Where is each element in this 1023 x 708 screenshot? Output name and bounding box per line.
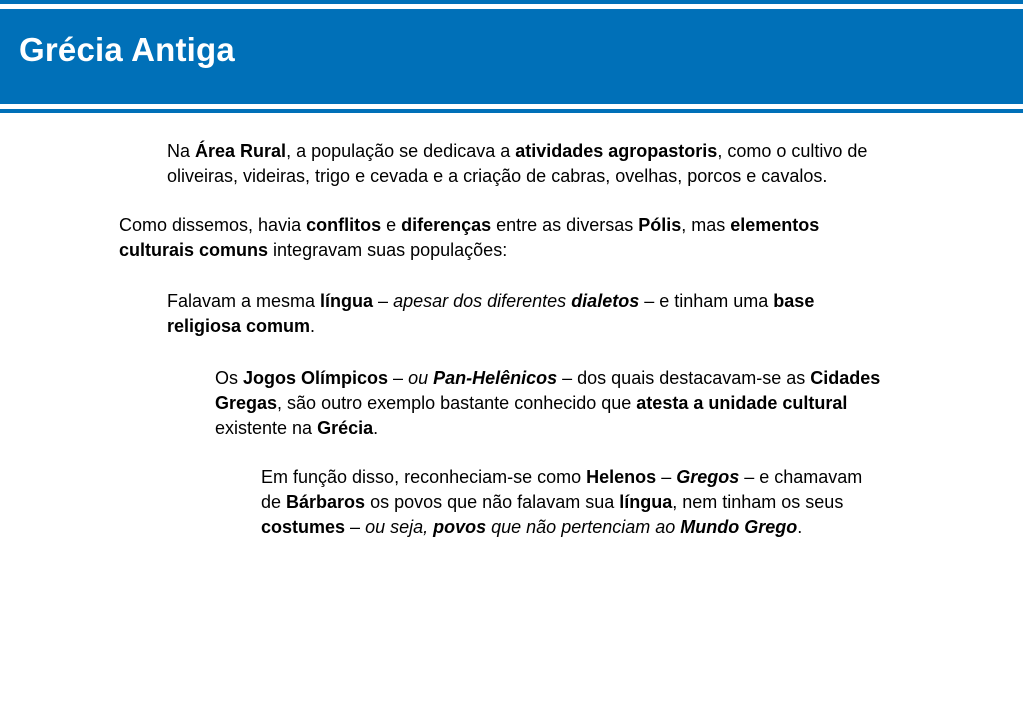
paragraph-area-rural <box>167 139 997 189</box>
bold-text: Helenos <box>586 467 657 487</box>
text: , mas <box>681 215 731 235</box>
bold-italic-text: Pan-Helênicos <box>433 368 558 388</box>
bold-text: Gregas <box>215 393 278 413</box>
bold-text: diferenças <box>401 215 492 235</box>
bold-text: conflitos <box>306 215 382 235</box>
title-bar <box>0 0 1023 114</box>
text: – e tinham uma <box>639 291 774 311</box>
text: – <box>345 517 366 537</box>
text: , a população se dedicava a <box>286 141 516 161</box>
bold-text: língua <box>619 492 673 512</box>
bold-text: atividades agropastoris <box>515 141 718 161</box>
text: – dos quais destacavam-se as <box>557 368 811 388</box>
text: – <box>388 368 409 388</box>
bold-text: costumes <box>261 517 346 537</box>
paragraph-jogos-olimpicos <box>215 366 1005 441</box>
text: de <box>261 492 287 512</box>
bold-text: elementos <box>730 215 820 235</box>
text: Os <box>215 368 244 388</box>
bold-italic-text: povos <box>433 517 487 537</box>
italic-text: que não pertenciam ao <box>486 517 681 537</box>
bold-text: Cidades <box>810 368 881 388</box>
text: e <box>381 215 402 235</box>
text: oliveiras, videiras, trigo e cevada e a criação de cabras, ovelhas, porcos e cavalos. <box>167 166 828 186</box>
text: os povos que não falavam sua <box>365 492 620 512</box>
bold-text: Grécia <box>317 418 374 438</box>
bold-text: atesta a unidade cultural <box>636 393 848 413</box>
text: , são outro exemplo bastante conhecido que <box>277 393 637 413</box>
text: Como dissemos, havia <box>119 215 307 235</box>
bold-italic-text: dialetos <box>571 291 640 311</box>
page-title: Grécia Antiga <box>19 31 235 68</box>
bold-text: Bárbaros <box>286 492 366 512</box>
paragraph-conflitos <box>119 213 949 263</box>
bold-text: religiosa comum <box>167 316 311 336</box>
text: – <box>373 291 394 311</box>
bold-text: base <box>773 291 815 311</box>
text: – e chamavam <box>739 467 863 487</box>
paragraph-lingua <box>167 289 967 339</box>
text: Falavam a mesma <box>167 291 321 311</box>
italic-text: ou <box>408 368 434 388</box>
text: . <box>310 316 316 336</box>
text: , nem tinham os seus <box>672 492 844 512</box>
paragraph-helenos <box>261 465 981 540</box>
header-top-rule <box>0 0 1023 4</box>
text: , como o cultivo de <box>717 141 868 161</box>
text: . <box>373 418 379 438</box>
italic-text: apesar dos diferentes <box>393 291 572 311</box>
text: Em função disso, reconheciam-se como <box>261 467 587 487</box>
bold-text: culturais comuns <box>119 240 269 260</box>
text: Na <box>167 141 196 161</box>
header-bottom-rule <box>0 109 1023 113</box>
bold-text: Pólis <box>638 215 682 235</box>
text: entre as diversas <box>491 215 639 235</box>
bold-text: língua <box>320 291 374 311</box>
bold-text: Área Rural <box>195 141 287 161</box>
text: – <box>656 467 677 487</box>
text: existente na <box>215 418 318 438</box>
bold-italic-text: Mundo Grego <box>680 517 798 537</box>
italic-text: ou seja, <box>365 517 434 537</box>
text: integravam suas populações: <box>268 240 508 260</box>
bold-italic-text: Gregos <box>676 467 740 487</box>
text: . <box>797 517 803 537</box>
bold-text: Jogos Olímpicos <box>243 368 389 388</box>
